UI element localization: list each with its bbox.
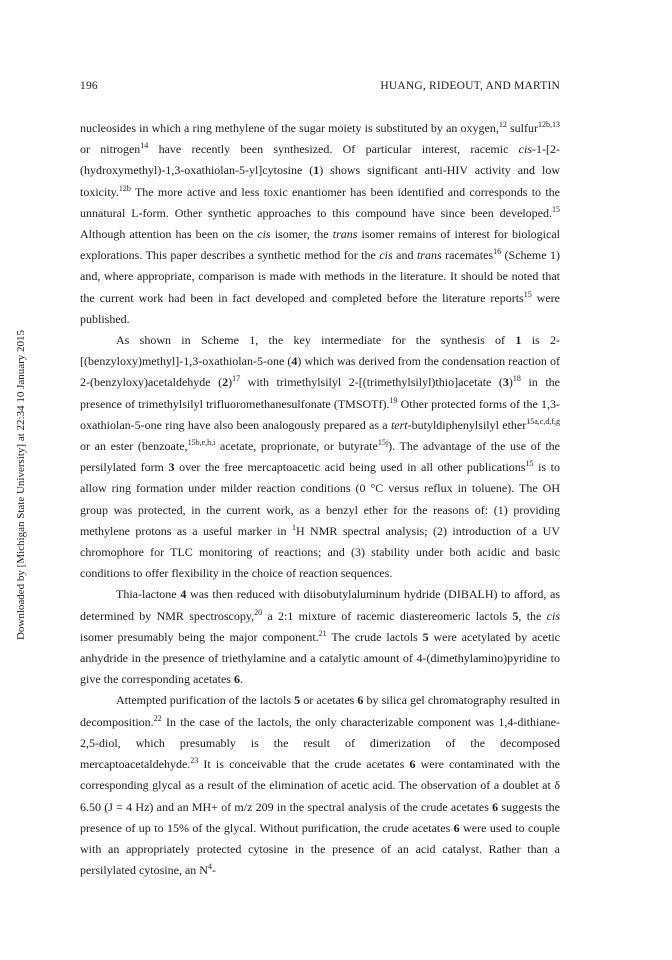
text-run: with trimethylsilyl 2-[(trimethylsilyl)thio]acetate (	[240, 375, 503, 390]
paragraph-p4	[80, 690, 560, 881]
compound-number: 6	[233, 672, 240, 687]
compound-number: 6	[492, 799, 499, 814]
text-run: was then reduced with diisobutylaluminum hydride (DIBALH) to afford, as determined by NMR spectroscopy,	[80, 587, 561, 623]
reference-superscript: 16	[493, 247, 502, 257]
compound-number: 5	[294, 693, 301, 708]
reference-superscript: 4	[207, 862, 212, 872]
text-run: ) which was derived from the condensation reaction of 2-(benzyloxy)acetaldehyde (	[80, 354, 560, 390]
text-run: over the free mercaptoacetic acid being used in all other publications	[174, 460, 526, 475]
reference-superscript: 21	[318, 628, 327, 638]
text-run: -	[211, 863, 216, 878]
reference-superscript: 15	[552, 204, 560, 214]
reference-superscript: 15a,c,d,f,g	[526, 416, 560, 426]
text-run: and	[392, 248, 417, 263]
text-run: isomer remains of interest for biological explorations. This paper describes a synthetic method for the	[80, 227, 560, 263]
text-run: by silica gel chromatography resulted in decomposition.	[80, 693, 560, 729]
text-run: isomer presumably being the major component.	[80, 629, 319, 644]
text-run: have recently been synthesized. Of particular interest, racemic	[148, 142, 519, 157]
paragraph-p1	[80, 118, 560, 330]
reference-superscript: 19	[389, 395, 398, 405]
text-run: or an ester (benzoate,	[80, 439, 188, 454]
text-run: (Scheme 1) and, where appropriate, comparison is made with methods in the literature. It should be noted that the current work had been in fact developed and completed before the literature reports	[80, 248, 561, 305]
text-run: )	[228, 375, 233, 390]
italic-term: trans	[332, 227, 358, 242]
text-run: As shown in Scheme 1, the key intermediate for the synthesis of	[116, 333, 516, 348]
text-run: were used to couple with an appropriately protected cytosine in the presence of an acid catalyst. Rather than a persilylated cytosine, an N	[80, 820, 560, 878]
download-note-text: Downloaded by [Michigan State University] at 22:34 10 January 2015	[15, 329, 27, 641]
text-run: were published.	[80, 290, 560, 326]
reference-superscript: 12	[498, 120, 507, 129]
reference-superscript: 12b,13	[538, 120, 560, 129]
compound-number: 1	[515, 333, 522, 348]
reference-superscript: 17	[232, 374, 241, 384]
text-run: suggests the presence of up to 15% of the glycal. Without purification, the crude acetates	[80, 799, 560, 835]
text-run: is to allow ring formation under milder reaction conditions (0 °C versus reflux in toluene). The OH group was protected, in the current work, as a benzyl ether for the reasons of: (1) providing methylene protons as a useful marker in	[80, 460, 560, 538]
running-header	[80, 80, 560, 98]
page-number: 196	[80, 80, 98, 92]
text-run: is 2-[(benzyloxy)methyl]-1,3-oxathiolan-5-one (	[80, 333, 561, 369]
text-run: isomer, the	[270, 227, 333, 242]
text-run: It is conceivable that the crude acetates	[198, 757, 410, 772]
reference-superscript: 15j	[377, 438, 389, 448]
reference-superscript: 23	[190, 756, 199, 766]
text-run: In the case of the lactols, the only characterizable component was 1,4-dithiane-2,5-diol, which presumably is the result of dimerization of the decomposed mercaptoacetaldehyde.	[80, 714, 560, 772]
compound-number: 4	[291, 354, 298, 369]
compound-number: 3	[168, 460, 175, 475]
text-run: were acetylated by acetic anhydride in the presence of triethylamine and a catalytic amount of 4-(dimethylamino)pyridine to give the corresponding acetates	[80, 629, 560, 687]
italic-term: cis	[379, 248, 393, 263]
reference-superscript: 1	[291, 522, 296, 532]
compound-number: 4	[180, 587, 187, 602]
text-run: acetate, proprionate, or butyrate	[215, 439, 378, 454]
italic-term: trans	[416, 248, 442, 263]
text-run: )	[508, 375, 513, 390]
text-run: H NMR spectral analysis; (2) introduction of a UV chromophore for TLC monitoring of reactions; and (3) stability under both acidic and basic conditions to offer flexibility in the choice of reaction sequences.	[80, 523, 560, 581]
italic-term: cis	[518, 142, 533, 157]
text-run: a 2:1 mixture of racemic diastereomeric lactols	[262, 608, 513, 623]
text-run: racemates	[441, 248, 494, 263]
running-head-authors: HUANG, RIDEOUT, AND MARTIN	[380, 80, 560, 92]
compound-number: 5	[422, 629, 429, 644]
compound-number: 3	[502, 375, 509, 390]
compound-number: 1	[313, 163, 320, 178]
reference-superscript: 22	[153, 713, 162, 723]
text-run: -butyldiphenylsilyl ether	[407, 417, 527, 432]
reference-superscript: 12b	[118, 183, 131, 193]
compound-number: 2	[222, 375, 229, 390]
text-run: Other protected forms of the 1,3-oxathiolan-5-one ring have also been analogously prepared as a	[80, 396, 560, 432]
italic-term: cis	[257, 227, 271, 242]
text-run: or acetates	[300, 693, 358, 708]
reference-superscript: 18	[512, 374, 521, 384]
text-run: The more active and less toxic enantiomer has been identified and corresponds to the unnatural L-form. Other synthetic approaches to this compound have since been developed.	[80, 184, 560, 220]
text-run: Thia-lactone	[116, 587, 181, 602]
compound-number: 6	[409, 757, 416, 772]
reference-superscript: 15b,e,h,i	[187, 438, 216, 448]
reference-superscript: 15	[523, 289, 532, 299]
text-run: Attempted purification of the lactols	[116, 693, 295, 708]
reference-superscript: 14	[140, 141, 149, 151]
text-run: ) shows significant anti-HIV activity and low toxicity.	[80, 163, 560, 199]
compound-number: 5	[512, 608, 519, 623]
compound-number: 6	[453, 820, 460, 835]
italic-term: tert	[390, 417, 408, 432]
text-run: were contaminated with the corresponding glycal as a result of the elimination of acetic acid. The observation of a doublet at δ 6.50 (J = 4 Hz) and an MH+ of m/z 209 in the spectral analysis of the crude acetates	[80, 757, 561, 814]
text-run: sulfur	[506, 121, 538, 135]
compound-number: 6	[357, 693, 364, 708]
text-run: -1-[2-(hydroxymethyl)-1,3-oxathiolan-5-yl]cytosine (	[80, 142, 560, 178]
text-run: or nitrogen	[80, 142, 141, 157]
reference-superscript: 20	[254, 607, 263, 617]
text-run: , the	[518, 608, 547, 623]
reference-superscript: 15	[525, 459, 534, 469]
text-run: The crude lactols	[326, 629, 423, 644]
text-run: ). The advantage of the use of the persilylated form	[80, 439, 561, 475]
text-run: nucleosides in which a ring methylene of the sugar moiety is substituted by an oxygen,	[80, 121, 499, 135]
text-run: in the presence of trimethylsilyl trifluoromethanesulfonate (TMSOTf).	[80, 375, 560, 411]
download-watermark	[14, 290, 28, 680]
paragraph-p2	[80, 330, 560, 584]
text-run: Although attention has been on the	[80, 227, 258, 242]
article-body	[80, 118, 560, 881]
italic-term: cis	[546, 608, 560, 623]
paragraph-p3	[80, 584, 560, 690]
text-run: .	[239, 672, 243, 687]
